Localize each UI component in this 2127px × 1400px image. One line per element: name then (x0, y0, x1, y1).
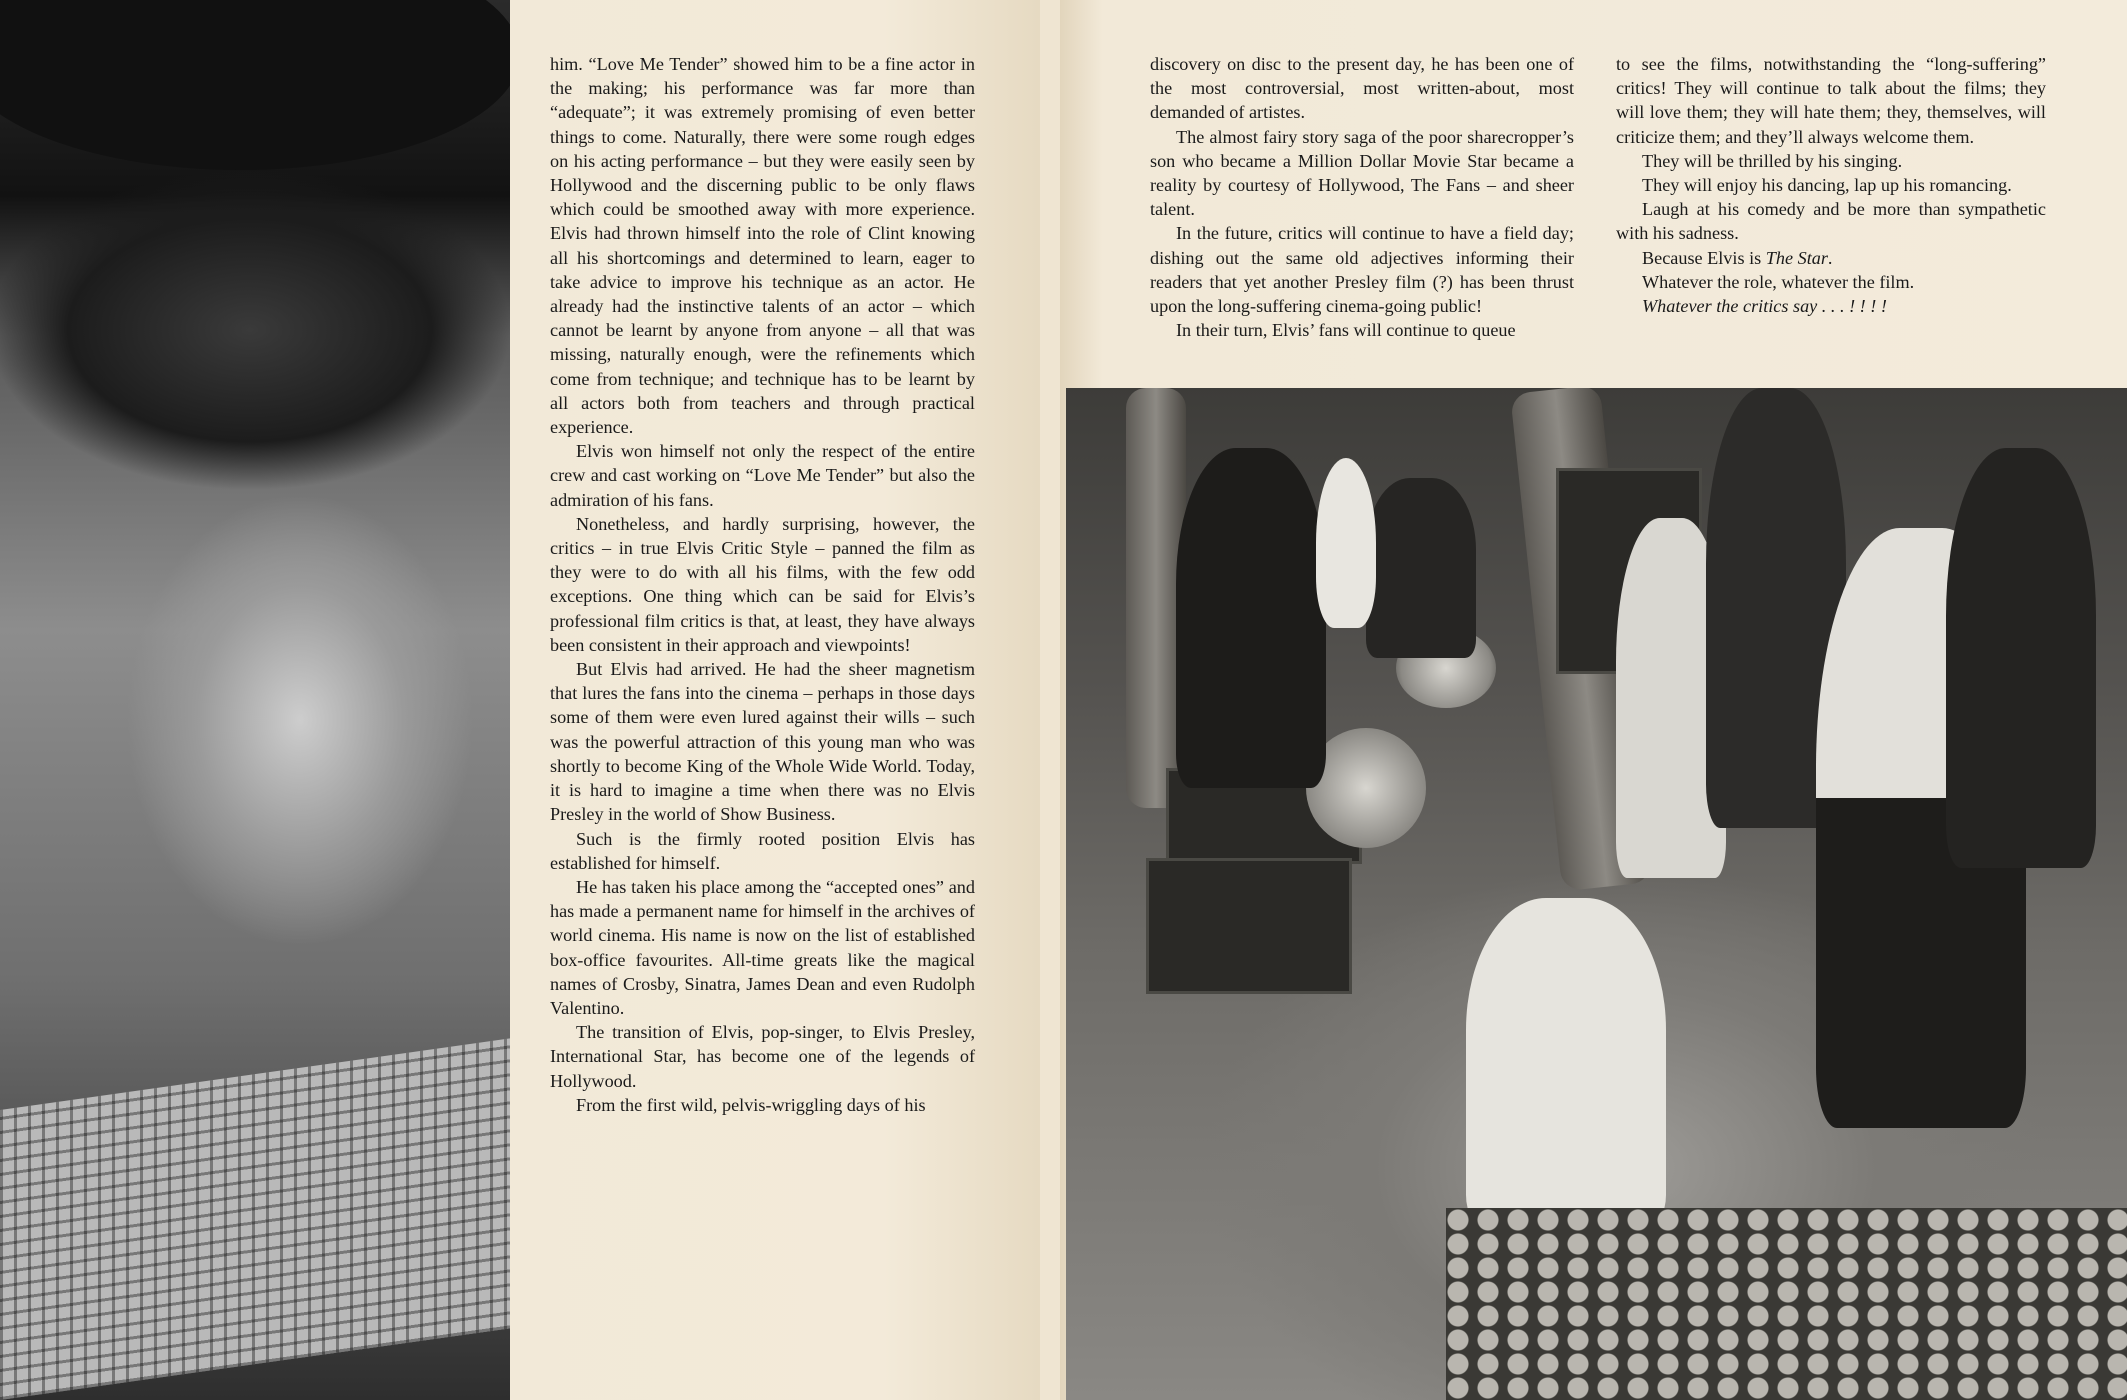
paragraph: Elvis won himself not only the respect of the entire crew and cast working on “Love Me Tender” but also the admiration of his fans. (550, 441, 975, 510)
text-run: . (1827, 247, 1833, 268)
guitarist-right-figure (1946, 448, 2096, 868)
paragraph: Whatever the role, whatever the film. (1642, 271, 1915, 292)
paragraph: The almost fairy story saga of the poor sharecropper’s son who became a Million Dollar Movie Star became a reality by courtesy of Hollywood, The Fans – and sheer talent. (1150, 126, 1574, 220)
paragraph (1616, 294, 2046, 318)
paragraph: Nonetheless, and hardly surprising, however, the critics – in true Elvis Critic Style – panned the film as they were to do with all his films, with the few odd exceptions. One thing which can be said for Elvis’s professional film critics is that, at least, they have always been consistent in their approach and viewpoints! (550, 513, 975, 655)
article-column-middle (1150, 52, 1574, 342)
plaid-shirt-shape (0, 1038, 510, 1400)
grill-with-food (1446, 1208, 2127, 1400)
paragraph (1616, 246, 2046, 270)
paragraph: The transition of Elvis, pop-singer, to Elvis Presley, International Star, has become one of the legends of Hollywood. (550, 1022, 975, 1091)
paragraph: to see the films, notwithstanding the “long-suffering” critics! They will continue to talk about the films; they will love them; they will hate them; they, themselves, will criticize them; and they’ll always welcome them. (1616, 54, 2046, 147)
paragraph: They will be thrilled by his singing. (1642, 150, 1903, 171)
cook-figure (1466, 898, 1666, 1228)
speaker-cabinet (1146, 858, 1352, 994)
paragraph: He has taken his place among the “accepted ones” and has made a permanent name for himself in the archives of world cinema. His name is now on the list of established box-office favourites. All-time greats like the magical names of Crosby, Sinatra, James Dean and even Rudolph Valentino. (550, 876, 975, 1018)
paragraph: Laugh at his comedy and be more than sympathetic with his sadness. (1616, 199, 2046, 244)
paragraph: But Elvis had arrived. He had the sheer magnetism that lures the fans into the cinema – perhaps in those days some of them were even lured against their wills – such was the powerful attraction of this young man who was shortly to become King of the Whole Wide World. Today, it is hard to imagine a time when there was no Elvis Presley in the world of Show Business. (550, 659, 975, 825)
text-run: Because Elvis is (1642, 247, 1766, 268)
paragraph: They will enjoy his dancing, lap up his romancing. (1642, 175, 2012, 196)
paragraph: From the first wild, pelvis-wriggling days of his (576, 1094, 926, 1115)
article-column-right (1616, 52, 2046, 318)
band-scene-photo (1066, 388, 2127, 1400)
paragraph: Such is the firmly rooted position Elvis has established for himself. (550, 828, 975, 873)
paragraph: In the future, critics will continue to have a field day; dishing out the same old adjectives informing their readers that yet another Presley film (?) has been thrust upon the long-suffering cinema-going public! (1150, 223, 1574, 317)
emphasis: Whatever the critics say . . . ! ! ! ! (1642, 296, 1887, 317)
guitarist-figure (1176, 448, 1326, 788)
paragraph: discovery on disc to the present day, he has been one of the most controversial, most written-about, most demanded of artistes. (1150, 54, 1574, 123)
article-column-left (550, 52, 975, 1117)
torch-flame (1316, 458, 1376, 628)
portrait-photo (0, 0, 510, 1400)
drummer-figure (1366, 478, 1476, 658)
hat-shape (0, 0, 510, 170)
paragraph: him. “Love Me Tender” showed him to be a fine actor in the making; his performance was far more than “adequate”; it was extremely promising of even better things to come. Naturally, there were some rough edges on his acting performance – but they were easily seen by Hollywood and the discerning public to be only flaws which could be smoothed away with more experience. Elvis had thrown himself into the role of Clint knowing all his shortcomings and determined to learn, eager to take advice to improve his technique as an actor. He already had the instinctive talents of an actor – which cannot be learnt by anyone from anyone – all that was missing, naturally enough, were the refinements which come from technique; and technique has to be learnt by all actors both from teachers and through practical experience. (550, 54, 975, 438)
paragraph: In their turn, Elvis’ fans will continue to queue (1176, 320, 1516, 341)
emphasis: The Star (1765, 247, 1828, 268)
